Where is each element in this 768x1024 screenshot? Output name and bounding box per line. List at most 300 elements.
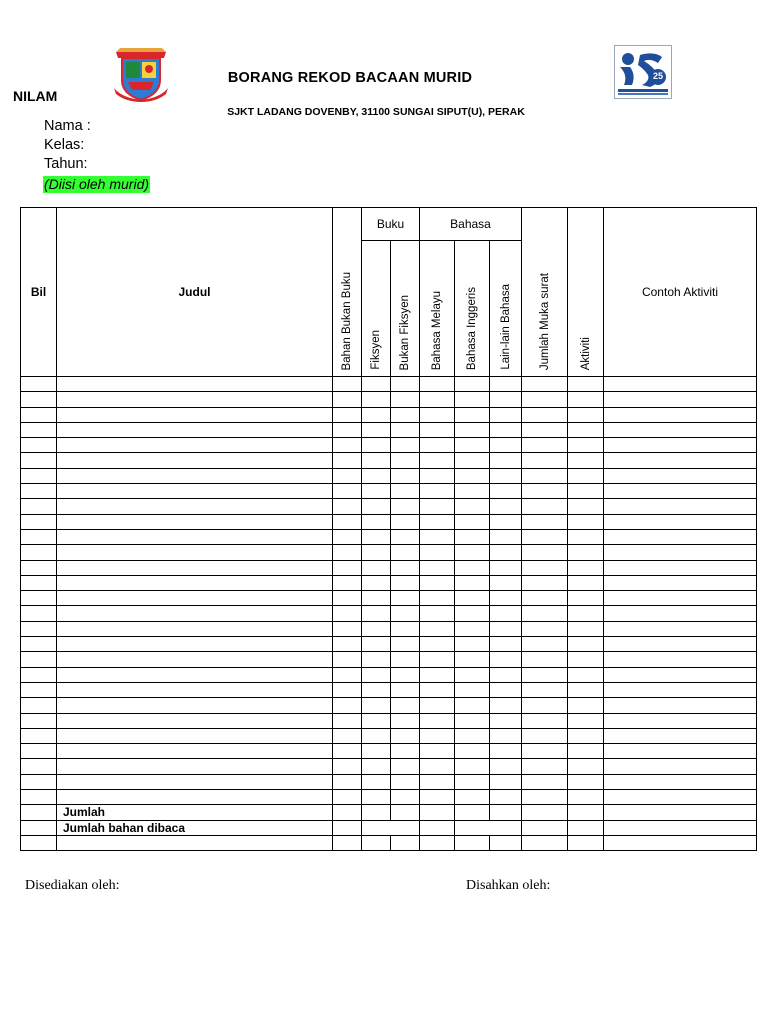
table-cell[interactable] [604,545,757,560]
table-cell[interactable] [490,453,522,468]
table-cell[interactable] [57,392,333,407]
table-cell[interactable] [420,637,455,652]
table-cell[interactable] [455,652,490,667]
table-cell[interactable] [21,407,57,422]
table-cell[interactable] [490,790,522,805]
table-cell[interactable] [333,591,362,606]
table-cell[interactable] [455,392,490,407]
table-cell[interactable] [57,438,333,453]
table-cell[interactable] [21,621,57,636]
table-cell[interactable] [391,591,420,606]
table-cell[interactable] [21,682,57,697]
table-cell[interactable] [333,484,362,499]
table-cell[interactable] [455,499,490,514]
table-cell[interactable] [21,790,57,805]
table-cell[interactable] [57,667,333,682]
table-cell[interactable] [522,744,568,759]
table-cell[interactable] [568,407,604,422]
table-cell[interactable] [522,514,568,529]
table-cell[interactable] [522,438,568,453]
table-cell[interactable] [490,774,522,789]
table-cell[interactable] [362,499,391,514]
table-cell[interactable] [57,790,333,805]
table-cell[interactable] [455,575,490,590]
table-cell[interactable] [568,453,604,468]
table-cell[interactable] [604,606,757,621]
table-cell[interactable] [391,790,420,805]
table-cell[interactable] [420,484,455,499]
table-cell[interactable] [420,591,455,606]
table-cell[interactable] [391,575,420,590]
table-cell[interactable] [522,759,568,774]
table-cell[interactable] [455,759,490,774]
table-cell[interactable] [455,774,490,789]
table-cell[interactable] [362,392,391,407]
table-cell[interactable] [21,392,57,407]
table-cell[interactable] [362,545,391,560]
table-cell[interactable] [57,484,333,499]
table-cell[interactable] [568,621,604,636]
table-cell[interactable] [490,484,522,499]
table-cell[interactable] [333,407,362,422]
table-cell[interactable] [420,744,455,759]
table-cell[interactable] [568,529,604,544]
table-cell[interactable] [604,759,757,774]
table-cell[interactable] [568,713,604,728]
table-cell[interactable] [455,698,490,713]
table-cell[interactable] [455,621,490,636]
table-cell[interactable] [568,422,604,437]
table-cell[interactable] [568,759,604,774]
table-cell[interactable] [21,438,57,453]
table-cell[interactable] [490,377,522,392]
table-cell[interactable] [57,713,333,728]
table-cell[interactable] [522,529,568,544]
table-cell[interactable] [522,575,568,590]
table-cell[interactable] [362,744,391,759]
table-cell[interactable] [604,453,757,468]
table-cell[interactable] [362,591,391,606]
table-cell[interactable] [21,652,57,667]
table-cell[interactable] [333,438,362,453]
table-cell[interactable] [362,774,391,789]
table-cell[interactable] [333,453,362,468]
table-cell[interactable] [490,621,522,636]
table-cell[interactable] [333,698,362,713]
table-cell[interactable] [522,560,568,575]
table-cell[interactable] [391,392,420,407]
table-cell[interactable] [522,621,568,636]
table-cell[interactable] [420,545,455,560]
table-cell[interactable] [391,484,420,499]
table-cell[interactable] [391,667,420,682]
table-cell[interactable] [333,422,362,437]
table-cell[interactable] [522,774,568,789]
table-cell[interactable] [455,637,490,652]
table-cell[interactable] [333,790,362,805]
table-cell[interactable] [362,759,391,774]
table-cell[interactable] [420,422,455,437]
table-cell[interactable] [568,728,604,743]
table-cell[interactable] [333,529,362,544]
table-cell[interactable] [21,468,57,483]
table-cell[interactable] [391,713,420,728]
table-cell[interactable] [568,790,604,805]
table-cell[interactable] [57,422,333,437]
table-cell[interactable] [522,377,568,392]
table-cell[interactable] [455,545,490,560]
table-cell[interactable] [604,560,757,575]
table-cell[interactable] [333,606,362,621]
table-cell[interactable] [604,621,757,636]
table-cell[interactable] [604,591,757,606]
table-cell[interactable] [21,377,57,392]
table-cell[interactable] [604,499,757,514]
table-cell[interactable] [420,392,455,407]
table-cell[interactable] [420,682,455,697]
table-cell[interactable] [490,468,522,483]
table-cell[interactable] [522,667,568,682]
table-cell[interactable] [490,499,522,514]
table-cell[interactable] [57,468,333,483]
table-cell[interactable] [568,774,604,789]
table-cell[interactable] [420,606,455,621]
table-cell[interactable] [57,682,333,697]
table-cell[interactable] [333,468,362,483]
table-cell[interactable] [522,484,568,499]
table-cell[interactable] [420,560,455,575]
table-cell[interactable] [391,407,420,422]
table-cell[interactable] [333,759,362,774]
table-cell[interactable] [391,621,420,636]
table-cell[interactable] [391,698,420,713]
table-cell[interactable] [333,621,362,636]
table-cell[interactable] [362,682,391,697]
table-cell[interactable] [604,744,757,759]
table-cell[interactable] [333,392,362,407]
table-cell[interactable] [21,606,57,621]
table-cell[interactable] [522,591,568,606]
table-cell[interactable] [21,422,57,437]
table-cell[interactable] [604,637,757,652]
table-cell[interactable] [490,744,522,759]
table-cell[interactable] [21,514,57,529]
table-cell[interactable] [568,682,604,697]
table-cell[interactable] [455,667,490,682]
table-cell[interactable] [604,652,757,667]
table-cell[interactable] [391,606,420,621]
table-cell[interactable] [420,713,455,728]
table-cell[interactable] [420,468,455,483]
table-cell[interactable] [522,682,568,697]
table-cell[interactable] [57,514,333,529]
table-cell[interactable] [333,575,362,590]
table-cell[interactable] [21,698,57,713]
table-cell[interactable] [490,422,522,437]
table-cell[interactable] [57,621,333,636]
table-cell[interactable] [568,744,604,759]
table-cell[interactable] [490,545,522,560]
table-cell[interactable] [568,698,604,713]
table-cell[interactable] [362,407,391,422]
table-cell[interactable] [362,514,391,529]
table-cell[interactable] [604,575,757,590]
table-cell[interactable] [57,744,333,759]
table-cell[interactable] [455,560,490,575]
table-cell[interactable] [522,407,568,422]
table-cell[interactable] [490,713,522,728]
table-cell[interactable] [391,499,420,514]
table-cell[interactable] [604,484,757,499]
table-cell[interactable] [522,698,568,713]
table-cell[interactable] [522,468,568,483]
table-cell[interactable] [391,560,420,575]
table-cell[interactable] [391,514,420,529]
table-cell[interactable] [604,529,757,544]
table-cell[interactable] [391,453,420,468]
table-cell[interactable] [391,422,420,437]
table-cell[interactable] [522,637,568,652]
table-cell[interactable] [420,438,455,453]
table-cell[interactable] [21,560,57,575]
table-cell[interactable] [57,759,333,774]
table-cell[interactable] [391,377,420,392]
table-cell[interactable] [568,468,604,483]
table-cell[interactable] [333,682,362,697]
table-cell[interactable] [490,392,522,407]
table-cell[interactable] [455,514,490,529]
table-cell[interactable] [57,407,333,422]
table-cell[interactable] [490,591,522,606]
table-cell[interactable] [391,545,420,560]
table-cell[interactable] [57,453,333,468]
table-cell[interactable] [604,392,757,407]
table-cell[interactable] [21,667,57,682]
table-cell[interactable] [57,545,333,560]
table-cell[interactable] [420,514,455,529]
table-cell[interactable] [490,438,522,453]
table-cell[interactable] [333,652,362,667]
table-cell[interactable] [455,591,490,606]
table-cell[interactable] [57,698,333,713]
table-cell[interactable] [604,468,757,483]
table-cell[interactable] [568,591,604,606]
table-cell[interactable] [490,698,522,713]
table-cell[interactable] [522,606,568,621]
table-cell[interactable] [568,499,604,514]
table-cell[interactable] [420,453,455,468]
table-cell[interactable] [604,698,757,713]
table-cell[interactable] [490,667,522,682]
table-cell[interactable] [362,621,391,636]
table-cell[interactable] [568,377,604,392]
table-cell[interactable] [455,682,490,697]
table-cell[interactable] [57,637,333,652]
table-cell[interactable] [604,713,757,728]
table-cell[interactable] [568,392,604,407]
table-cell[interactable] [522,790,568,805]
table-cell[interactable] [420,728,455,743]
table-cell[interactable] [391,529,420,544]
table-cell[interactable] [455,790,490,805]
table-cell[interactable] [604,377,757,392]
table-cell[interactable] [333,774,362,789]
table-cell[interactable] [568,438,604,453]
table-cell[interactable] [333,728,362,743]
table-cell[interactable] [604,438,757,453]
table-cell[interactable] [391,652,420,667]
table-cell[interactable] [604,728,757,743]
table-cell[interactable] [21,744,57,759]
table-cell[interactable] [490,606,522,621]
table-cell[interactable] [420,790,455,805]
table-cell[interactable] [490,682,522,697]
table-cell[interactable] [490,407,522,422]
table-cell[interactable] [21,759,57,774]
table-cell[interactable] [391,468,420,483]
table-cell[interactable] [522,499,568,514]
table-cell[interactable] [391,774,420,789]
table-cell[interactable] [604,667,757,682]
table-cell[interactable] [333,667,362,682]
table-cell[interactable] [391,759,420,774]
table-cell[interactable] [57,560,333,575]
table-cell[interactable] [57,377,333,392]
table-cell[interactable] [333,744,362,759]
table-cell[interactable] [57,499,333,514]
table-cell[interactable] [391,682,420,697]
table-cell[interactable] [57,575,333,590]
table-cell[interactable] [568,637,604,652]
table-cell[interactable] [604,514,757,529]
table-cell[interactable] [568,484,604,499]
table-cell[interactable] [604,422,757,437]
table-cell[interactable] [21,728,57,743]
table-cell[interactable] [420,698,455,713]
table-cell[interactable] [455,728,490,743]
table-cell[interactable] [455,529,490,544]
table-cell[interactable] [391,728,420,743]
table-cell[interactable] [362,377,391,392]
table-cell[interactable] [21,453,57,468]
table-cell[interactable] [21,713,57,728]
table-cell[interactable] [455,484,490,499]
table-cell[interactable] [362,453,391,468]
table-cell[interactable] [362,468,391,483]
table-cell[interactable] [362,698,391,713]
table-cell[interactable] [333,377,362,392]
table-cell[interactable] [420,759,455,774]
table-cell[interactable] [455,744,490,759]
table-cell[interactable] [522,422,568,437]
table-cell[interactable] [333,713,362,728]
table-cell[interactable] [333,637,362,652]
table-cell[interactable] [333,499,362,514]
table-cell[interactable] [455,713,490,728]
table-cell[interactable] [568,606,604,621]
table-cell[interactable] [362,667,391,682]
table-cell[interactable] [522,652,568,667]
table-cell[interactable] [57,774,333,789]
table-cell[interactable] [420,377,455,392]
table-cell[interactable] [57,591,333,606]
table-cell[interactable] [490,728,522,743]
table-cell[interactable] [490,637,522,652]
table-cell[interactable] [21,637,57,652]
table-cell[interactable] [490,514,522,529]
table-cell[interactable] [455,438,490,453]
table-cell[interactable] [420,652,455,667]
table-cell[interactable] [604,682,757,697]
table-cell[interactable] [568,652,604,667]
table-cell[interactable] [420,621,455,636]
table-cell[interactable] [604,774,757,789]
table-cell[interactable] [333,514,362,529]
table-cell[interactable] [522,713,568,728]
table-cell[interactable] [57,606,333,621]
table-cell[interactable] [362,728,391,743]
table-cell[interactable] [420,667,455,682]
table-cell[interactable] [333,560,362,575]
table-cell[interactable] [455,468,490,483]
table-cell[interactable] [362,422,391,437]
table-cell[interactable] [490,575,522,590]
table-cell[interactable] [604,407,757,422]
table-cell[interactable] [391,744,420,759]
table-cell[interactable] [362,484,391,499]
table-cell[interactable] [455,407,490,422]
table-cell[interactable] [568,667,604,682]
table-cell[interactable] [362,560,391,575]
table-cell[interactable] [21,545,57,560]
table-cell[interactable] [362,606,391,621]
table-cell[interactable] [522,453,568,468]
table-cell[interactable] [57,652,333,667]
table-cell[interactable] [568,560,604,575]
table-cell[interactable] [604,790,757,805]
table-cell[interactable] [21,591,57,606]
table-cell[interactable] [391,637,420,652]
table-cell[interactable] [455,453,490,468]
table-cell[interactable] [490,529,522,544]
table-cell[interactable] [362,438,391,453]
table-cell[interactable] [57,529,333,544]
table-cell[interactable] [420,774,455,789]
table-cell[interactable] [568,575,604,590]
table-cell[interactable] [455,606,490,621]
table-cell[interactable] [333,545,362,560]
table-cell[interactable] [362,575,391,590]
table-cell[interactable] [362,713,391,728]
table-cell[interactable] [391,438,420,453]
table-cell[interactable] [21,499,57,514]
table-cell[interactable] [362,529,391,544]
table-cell[interactable] [362,637,391,652]
table-cell[interactable] [455,422,490,437]
table-cell[interactable] [21,529,57,544]
table-cell[interactable] [490,560,522,575]
table-cell[interactable] [21,484,57,499]
table-cell[interactable] [568,514,604,529]
table-cell[interactable] [21,774,57,789]
table-cell[interactable] [420,529,455,544]
table-cell[interactable] [522,545,568,560]
table-cell[interactable] [455,377,490,392]
table-cell[interactable] [420,575,455,590]
table-cell[interactable] [568,545,604,560]
table-cell[interactable] [522,392,568,407]
table-cell[interactable] [57,728,333,743]
